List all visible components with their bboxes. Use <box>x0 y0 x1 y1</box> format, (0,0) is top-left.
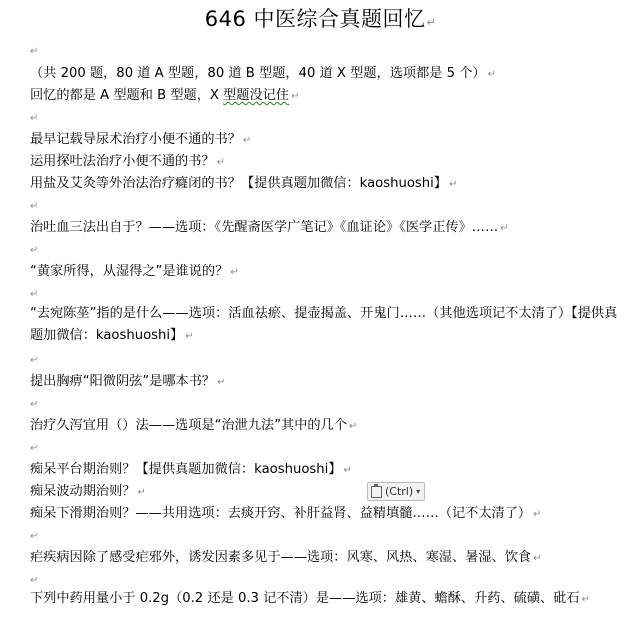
doc-line: （共 200 题，80 道 A 型题，80 道 B 型题，40 道 X 型题，选项都是 5 个） ↵ <box>30 66 497 81</box>
doc-line: 治吐血三法出自于？——选项：《先醒斋医学广笔记》《血证论》《医学正传》…… ↵ <box>30 220 509 235</box>
doc-line-empty: ↵ <box>30 46 39 57</box>
doc-line-empty: ↵ <box>30 575 39 586</box>
title-text: 646 中医综合真题回忆 <box>204 7 426 31</box>
clipboard-icon <box>371 486 382 498</box>
doc-line-empty: ↵ <box>30 289 39 300</box>
doc-line-wrapped: “去宛陈莝”指的是什么——选项：活血祛瘀、提壶揭盖、开鬼门……（其他选项记不太清了）【提供真题加微信：kaoshuoshi】 ↵ <box>30 306 618 343</box>
doc-line: 治疗久泻宜用（）法——选项是“治泄九法”其中的几个 ↵ <box>30 418 358 433</box>
document-title <box>0 4 641 38</box>
doc-line-empty: ↵ <box>30 355 39 366</box>
paste-options-label: (Ctrl) <box>385 485 414 498</box>
doc-line: 提出胸痹“阳微阴弦”是哪本书？ ↵ <box>30 374 226 389</box>
doc-line-empty: ↵ <box>30 201 39 212</box>
doc-line: 最早记载导尿术治疗小便不通的书？ ↵ <box>30 132 252 147</box>
doc-line: 疟疾病因除了感受疟邪外，诱发因素多见于——选项：风寒、风热、寒湿、暑湿、饮食 ↵ <box>30 550 542 565</box>
doc-line: 回忆的都是 A 型题和 B 型题，X 型题没记住 ↵ <box>30 88 300 103</box>
doc-line-empty: ↵ <box>30 113 39 124</box>
doc-line-empty: ↵ <box>30 531 39 542</box>
doc-line-empty: ↵ <box>30 245 39 256</box>
chevron-down-icon: ▾ <box>416 487 421 496</box>
paste-options-button[interactable] <box>367 482 425 501</box>
doc-line: 痴呆波动期治则？ ↵ <box>30 484 146 499</box>
doc-line: 痴呆平台期治则？【提供真题加微信：kaoshuoshi】 ↵ <box>30 462 352 477</box>
doc-line-empty: ↵ <box>30 443 39 454</box>
doc-line: 痴呆下滑期治则？——共用选项：去痰开窍、补肝益肾、益精填髓……（记不太清了） ↵ <box>30 506 542 521</box>
paragraph-mark: ↵ <box>426 16 437 29</box>
doc-line: 运用探吐法治疗小便不通的书？ ↵ <box>30 154 226 169</box>
doc-line: 用盐及艾灸等外治法治疗癃闭的书？【提供真题加微信：kaoshuoshi】 ↵ <box>30 176 458 191</box>
doc-line: “黄家所得，从湿得之”是谁说的？ ↵ <box>30 264 239 279</box>
doc-line-wrapped: 下列中药用量小于 0.2g（0.2 还是 0.3 记不清）是——选项：雄黄、蟾酥、升药、硫磺、砒石 ↵ <box>30 591 591 606</box>
doc-line-empty: ↵ <box>30 399 39 410</box>
